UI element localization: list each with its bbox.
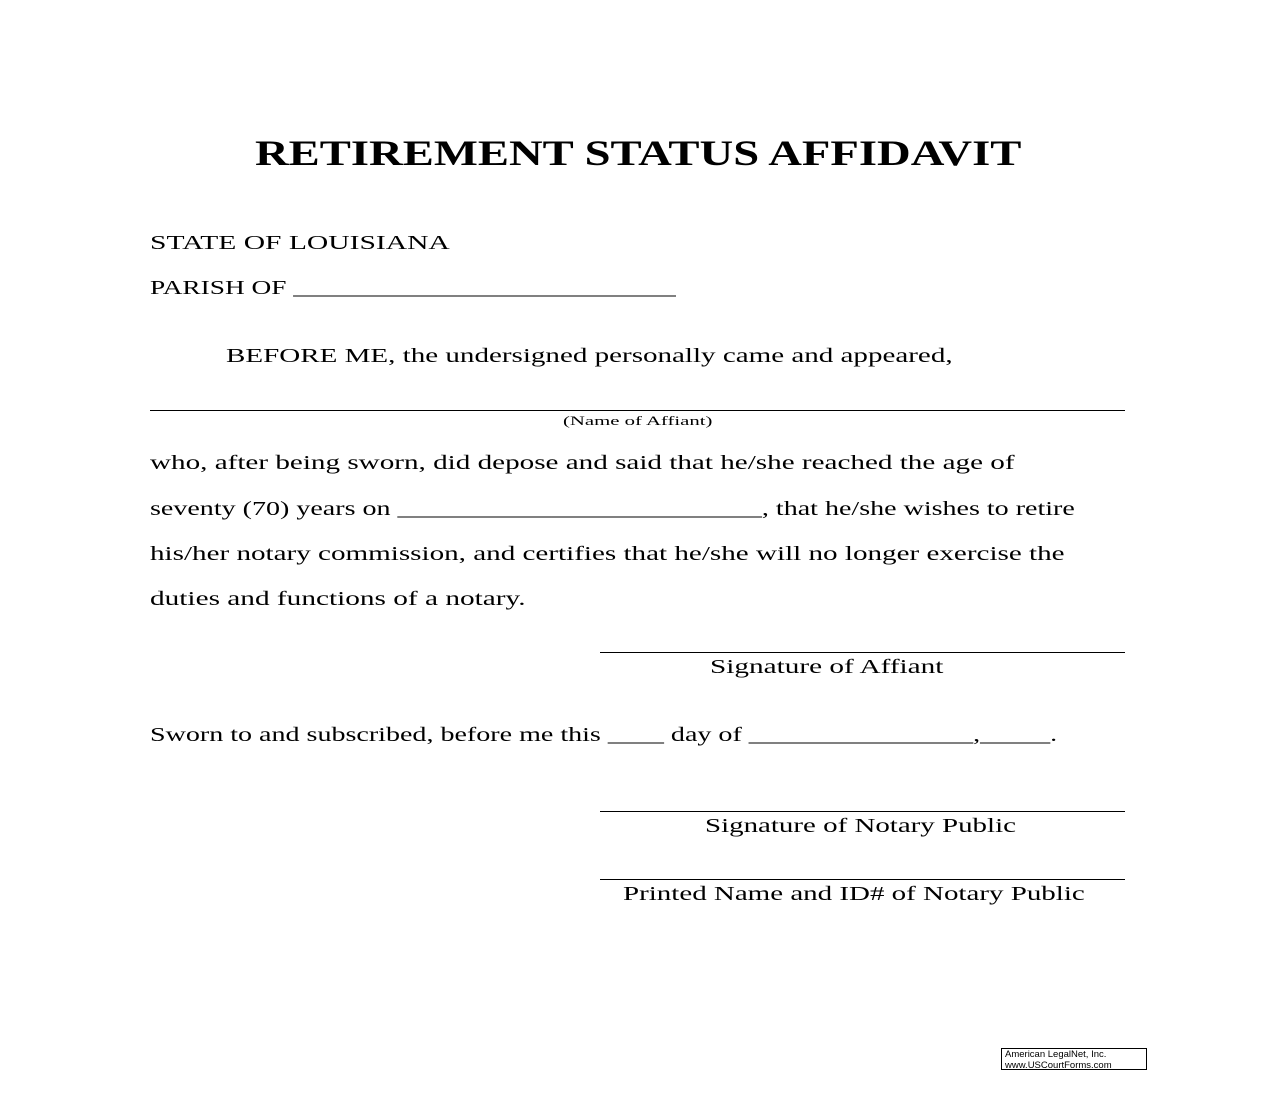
body-line: duties and functions of a notary. (150, 588, 526, 610)
affiant-signature-field[interactable] (600, 652, 1125, 653)
sworn-line: Sworn to and subscribed, before me this ____ day of ________________,_____. (150, 724, 1058, 746)
parish-line: PARISH OF ____________________________ (150, 277, 676, 299)
publisher-footer (1001, 1048, 1147, 1070)
name-caption: (Name of Affiant) (563, 413, 713, 428)
footer-company: American LegalNet, Inc. (1005, 1049, 1107, 1060)
affiant-signature-caption: Signature of Affiant (710, 656, 944, 678)
notary-printed-caption: Printed Name and ID# of Notary Public (623, 883, 1085, 905)
notary-signature-caption: Signature of Notary Public (705, 815, 1016, 837)
body-line: who, after being sworn, did depose and said that he/she reached the age of (150, 452, 1015, 474)
body-line: his/her notary commission, and certifies that he/she will no longer exercise the (150, 543, 1065, 565)
footer-website: www.USCourtForms.com (1005, 1059, 1112, 1071)
document-title: RETIREMENT STATUS AFFIDAVIT (255, 133, 1022, 173)
body-line: seventy (70) years on __________________________, that he/she wishes to retire (150, 498, 1075, 520)
state-line: STATE OF LOUISIANA (150, 232, 450, 254)
notary-printed-name-field[interactable] (600, 879, 1125, 880)
intro-text: BEFORE ME, the undersigned personally came and appeared, (226, 345, 953, 367)
notary-signature-field[interactable] (600, 811, 1125, 812)
affiant-name-field[interactable] (150, 410, 1125, 411)
